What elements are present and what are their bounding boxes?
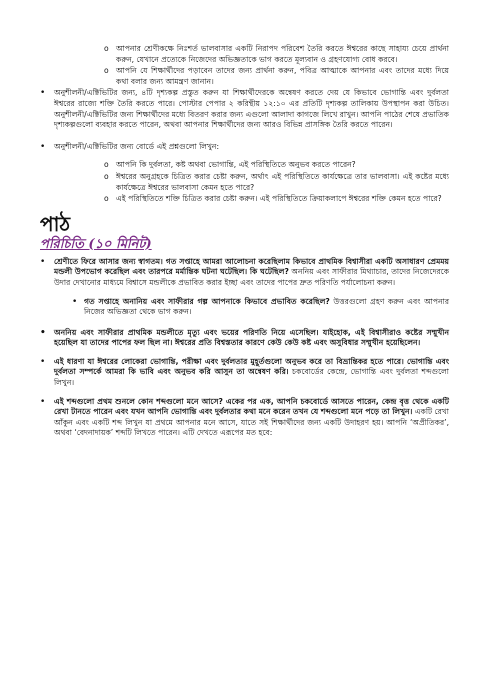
prep-item-text: অনুশীলনী/এক্টিভিটির জন্য, ৪টি দৃশ্যকল্প প্রস্তুত করুন যা শিক্ষার্থীদেরকে অন্বেষণ করতে দেয় যে কিভাবে ভোগান্তি এবং দুর্বলতা ঈশ্বরের রাজ্যে শক্তি তৈরি করতে পারে। পোস্টার পেপার ২ করিন্থীয় ১২:১০ এর প্রতিটি দৃশ্যকল্প তালিকায় উপস্থাপন করা উচিত। অনুশীলনী/এক্টিভিটির জন্য শিক্ষার্থীদের মধ্যে বিতরণ করার জন্য এগুলো আলাদা কাগজে লিখে রাখুন। আপনি পাঠের শেষে প্রভাতিক দৃশ্যকল্পগুলো ব্যবহার করতে পারেন, অথবা আপনার শিক্ষার্থীদের জন্য আরও বিভিন্ন প্রাসঙ্গিক তৈরি করতে পারেন। (54, 88, 449, 130)
lesson-item-ananias (40, 328, 449, 349)
board-question-text: ঈশ্বরের অনুগ্রহকে চিত্রিত করার চেষ্টা করুন, অর্থাৎ এই পরিস্থিতিতে কার্যক্ষেত্রে তার ভালবাসা। এই কষ্টের মধ্যে কার্যক্ষেত্রে ঈশ্বরের ভালবাসা কেমন হতে পারে? (116, 171, 449, 192)
confusing-idea-text: চকবোর্ডের কেন্দ্রে, ভোগান্তি এবং দুর্বলতা শব্দগুলো লিখুন। (54, 367, 449, 388)
lesson-item-welcome (40, 257, 449, 289)
board-question-3 (40, 194, 449, 205)
prep-sub-item-prayer-students (40, 66, 449, 87)
reflection-text: উত্তরগুলো গ্রহণ করুন এবং আপনার নিজের অভিজ্ঞতা থেকে ভাগ করুন। (84, 296, 449, 317)
prep-sub-item-text: আপনি যে শিক্ষার্থীদের পড়াবেন তাদের জন্য প্রার্থনা করুন, পবিত্র আত্মাকে আপনার এবং তাদের মধ্যে দিয়ে কথা বলার জন্য আমন্ত্রণ জানান। (116, 66, 449, 86)
confusing-idea-bold-text: এই ধারণা যা ঈশ্বরের লোকেরা ভোগান্তি, পরীক্ষা এবং দুর্বলতার মুহূর্তগুলো অনুভব করে তা বিভ্রান্তিকর হতে পারে। ভোগান্তি এবং দুর্বলতা সম্পর্কে আমরা কি ভাবি এবং অনুভব করি আসুন তা অন্বেষণ করি। (54, 356, 449, 377)
prep-sub-item-prayer-environment (40, 44, 449, 65)
welcome-bold-text: শ্রেণীতে ফিরে আসার জন্য স্বাগতম। গত সপ্তাহে আমরা আলোচনা করেছিলাম কিভাবে প্রাথমিক বিশ্বাসীরা একটি অসাধারণ প্রেমময় মন্ডলী উপভোগ করেছিল এবং তারপরে মর্মান্তিক ঘটনা ঘটেছিল। কি ঘটেছিল? (54, 256, 449, 277)
reflection-bold-text: গত সপ্তাহে অনানিয় এবং সাফীরার গল্প আপনাকে কিভাবে প্রভাবিত করেছিল? (84, 296, 330, 306)
prep-item-board (40, 142, 449, 153)
board-question-1 (40, 160, 449, 171)
prep-sub-item-text: আপনার শ্রেণীকক্ষে নিঃশর্ত ভালবাসার একটি নিরাপদ পরিবেশ তৈরি করতে ঈশ্বরের কাছে সাহায্য চেয়ে প্রার্থনা করুন, যেখানে প্রত্যেকে নিজেদের অভিজ্ঞতাকে ভাগ করতে মূল্যবান ও গ্রহণযোগ্য বোধ করবে। (116, 44, 449, 64)
prep-item-scenarios (40, 88, 449, 130)
board-list (40, 142, 449, 153)
lesson-heading: পাঠ (40, 211, 71, 236)
lesson-item-confusing-idea (40, 357, 449, 389)
board-questions (40, 160, 449, 204)
prep-sub-list (40, 44, 449, 87)
lesson-list (40, 257, 449, 289)
board-question-text: এই পরিস্থিতিতে শক্তি চিত্রিত করার চেষ্টা করুন। এই পরিস্থিতিতে ক্রিয়াকলাপে ঈশ্বরের শক্তি কেমন হতে পারে? (116, 194, 442, 204)
board-question-2 (40, 172, 449, 193)
lesson-sub-list (40, 297, 449, 318)
welcome-text: অননিয় এবং সাফীরার মিথ্যাচার, তাদের নিজেদেরকে উদার দেখানোর মাধ্যমে বিশ্বাসে মন্ডলীকে প্রভাবিত করার ইচ্ছা এবং তাদের পাপের দ্রুত পরিণতি পর্যালোচনা করুন। (54, 267, 450, 287)
intro-subheading: পরিচিতি (১০ মিনিট) (40, 236, 152, 252)
ananias-text: অননিয় এবং সাফীরার প্রাথমিক মন্ডলীতে মৃত্যু এবং ভয়ের পরিণতি নিয়ে এসেছিল। যাইহোক, এই বিশ্বাসীরাও কষ্টের সম্মুখীন হয়েছিল যা তাদের পাপের ফল ছিল না। ঈশ্বরের প্রতি বিশ্বস্ততার কারণে কেউ কেউ কষ্ট এবং অসুবিধার সম্মুখীন হয়েছিলেন। (54, 327, 449, 348)
words-prompt-bold-text: এই শব্দগুলো প্রথম শুনলে কোন শব্দগুলো মনে আসে? একের পর এক, আপনি চকবোর্ডে আসতে পারেন, কেন্দ্র বৃত্ত থেকে একটি রেখা টানতে পারেন এবং যখন আপনি ভোগান্তি এবং দুর্বলতার কথা মনে করেন তখন যে শব্দগুলো মনে পড়ে তা লিখুন। (54, 396, 449, 417)
lesson-item-words-prompt (40, 397, 449, 439)
words-prompt-text: একটি রেখা আঁকুন এবং একটি শব্দ লিখুন যা প্রথমে আপনার মনে আসে, যাতে সই শিক্ষার্থীদের জন্য একটি উদাহরণ হয়। আপনি ‘অপ্রীতিকর’, অথবা ‘বেদনাদায়ক’ শব্দটি লিখতে পারেন। এটি দেখতে এরূপের মত হবে: (54, 407, 449, 438)
lesson-sub-item-reflection (40, 297, 449, 318)
board-question-text: আপনি কি দুর্বলতা, কষ্ট অথবা ভোগান্তি, এই পরিস্থিতিতে অনুভব করতে পারেন? (116, 160, 356, 170)
lesson-list-2 (40, 328, 449, 439)
board-intro-text: অনুশীলনী/এক্টিভিটির জন্য বোর্ডে এই প্রশ্নগুলো লিখুন: (54, 141, 220, 151)
prep-list (40, 88, 449, 130)
